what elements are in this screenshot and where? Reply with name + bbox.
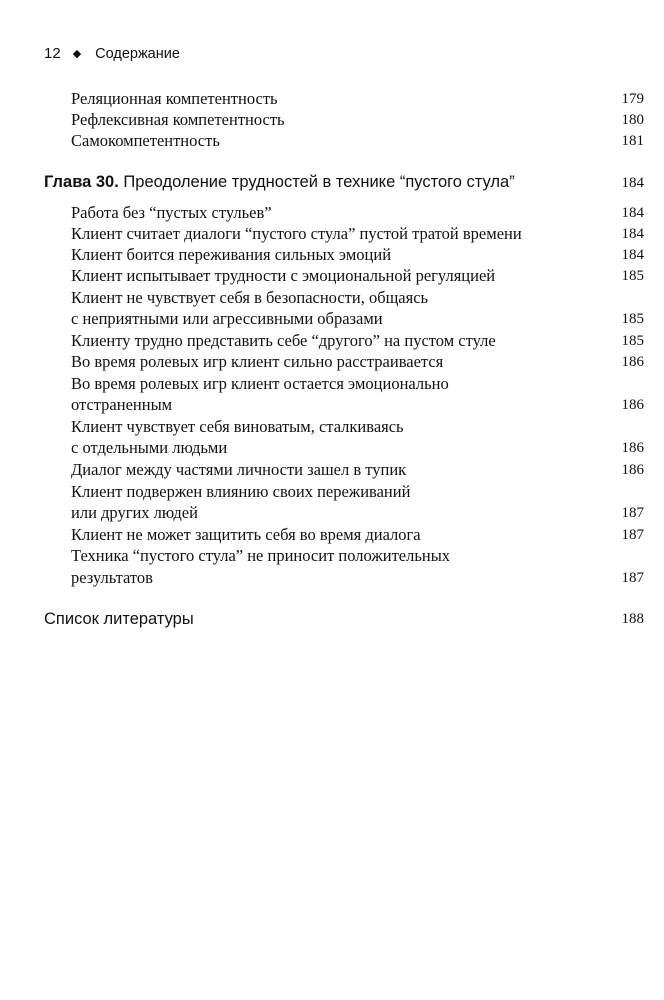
toc-entry-page: 187 xyxy=(621,570,644,586)
toc-entry-title: Рефлексивная компетентность xyxy=(71,110,285,129)
toc-entry-page: 184 xyxy=(621,247,644,263)
toc-entry-title-line: Клиент не чувствует себя в безопасности, общаясь xyxy=(71,288,429,307)
toc-entry-title: Клиент считает диалоги “пустого стула” пустой тратой времени xyxy=(71,224,522,243)
toc-entry-title-line: Во время ролевых игр клиент остается эмоционально xyxy=(71,374,449,393)
chapter-label: Глава 30. xyxy=(44,173,119,191)
toc-entry-page: 186 xyxy=(621,354,644,370)
toc-entry-title: Клиент испытывает трудности с эмоциональной регуляцией xyxy=(71,266,496,285)
page-number: 12 xyxy=(44,45,61,62)
toc-entry-title: Клиенту трудно представить себе “другого” на пустом стуле xyxy=(71,331,496,350)
toc-entry-page: 184 xyxy=(621,205,644,221)
toc-entry-title: Во время ролевых игр клиент сильно расстраивается xyxy=(71,352,444,371)
toc-entry-title: Реляционная компетентность xyxy=(71,89,278,108)
toc-entry-page: 186 xyxy=(621,462,644,478)
toc-entry-title-line: Техника “пустого стула” не приносит положительных xyxy=(71,546,451,565)
toc-entry-title: Клиент боится переживания сильных эмоций xyxy=(71,245,392,264)
toc-entry-title-line: отстраненным xyxy=(71,395,173,414)
toc-entry-title: Клиент не может защитить себя во время диалога xyxy=(71,525,421,544)
toc-entry-title-line: Клиент чувствует себя виноватым, сталкиваясь xyxy=(71,417,404,436)
bibliography-page: 188 xyxy=(621,611,644,627)
toc-entry-title-line: или других людей xyxy=(71,503,198,522)
toc-entry-page: 185 xyxy=(621,311,644,327)
toc-entry-page: 186 xyxy=(621,397,644,413)
toc-entry-page: 181 xyxy=(621,133,644,149)
toc-entry-page: 179 xyxy=(621,91,644,107)
running-head xyxy=(44,45,180,62)
toc-entry-page: 185 xyxy=(621,268,644,284)
toc-entry-title-line: Клиент подвержен влиянию своих переживаний xyxy=(71,482,411,501)
toc-entry-title-line: с отдельными людьми xyxy=(71,438,228,457)
diamond-icon: ◆ xyxy=(72,48,82,60)
toc-entry-page: 187 xyxy=(621,505,644,521)
chapter-heading xyxy=(44,171,515,193)
toc-entry-title: Диалог между частями личности зашел в тупик xyxy=(71,460,407,479)
toc-entry-page: 180 xyxy=(621,112,644,128)
toc-entry-page: 185 xyxy=(621,333,644,349)
bibliography-heading: Список литературы xyxy=(44,610,194,628)
toc-entry-title-line: с неприятными или агрессивными образами xyxy=(71,309,383,328)
toc-entry-page: 184 xyxy=(621,226,644,242)
section-title: Содержание xyxy=(95,45,180,62)
toc-entry-title: Работа без “пустых стульев” xyxy=(71,203,272,222)
chapter-page: 184 xyxy=(621,175,644,191)
chapter-title: Преодоление трудностей в технике “пустого стула” xyxy=(123,173,515,191)
toc-entry-page: 186 xyxy=(621,440,644,456)
toc-entry-title: Самокомпетентность xyxy=(71,131,220,150)
toc-entry-title-line: результатов xyxy=(71,568,153,587)
toc-entry-page: 187 xyxy=(621,527,644,543)
